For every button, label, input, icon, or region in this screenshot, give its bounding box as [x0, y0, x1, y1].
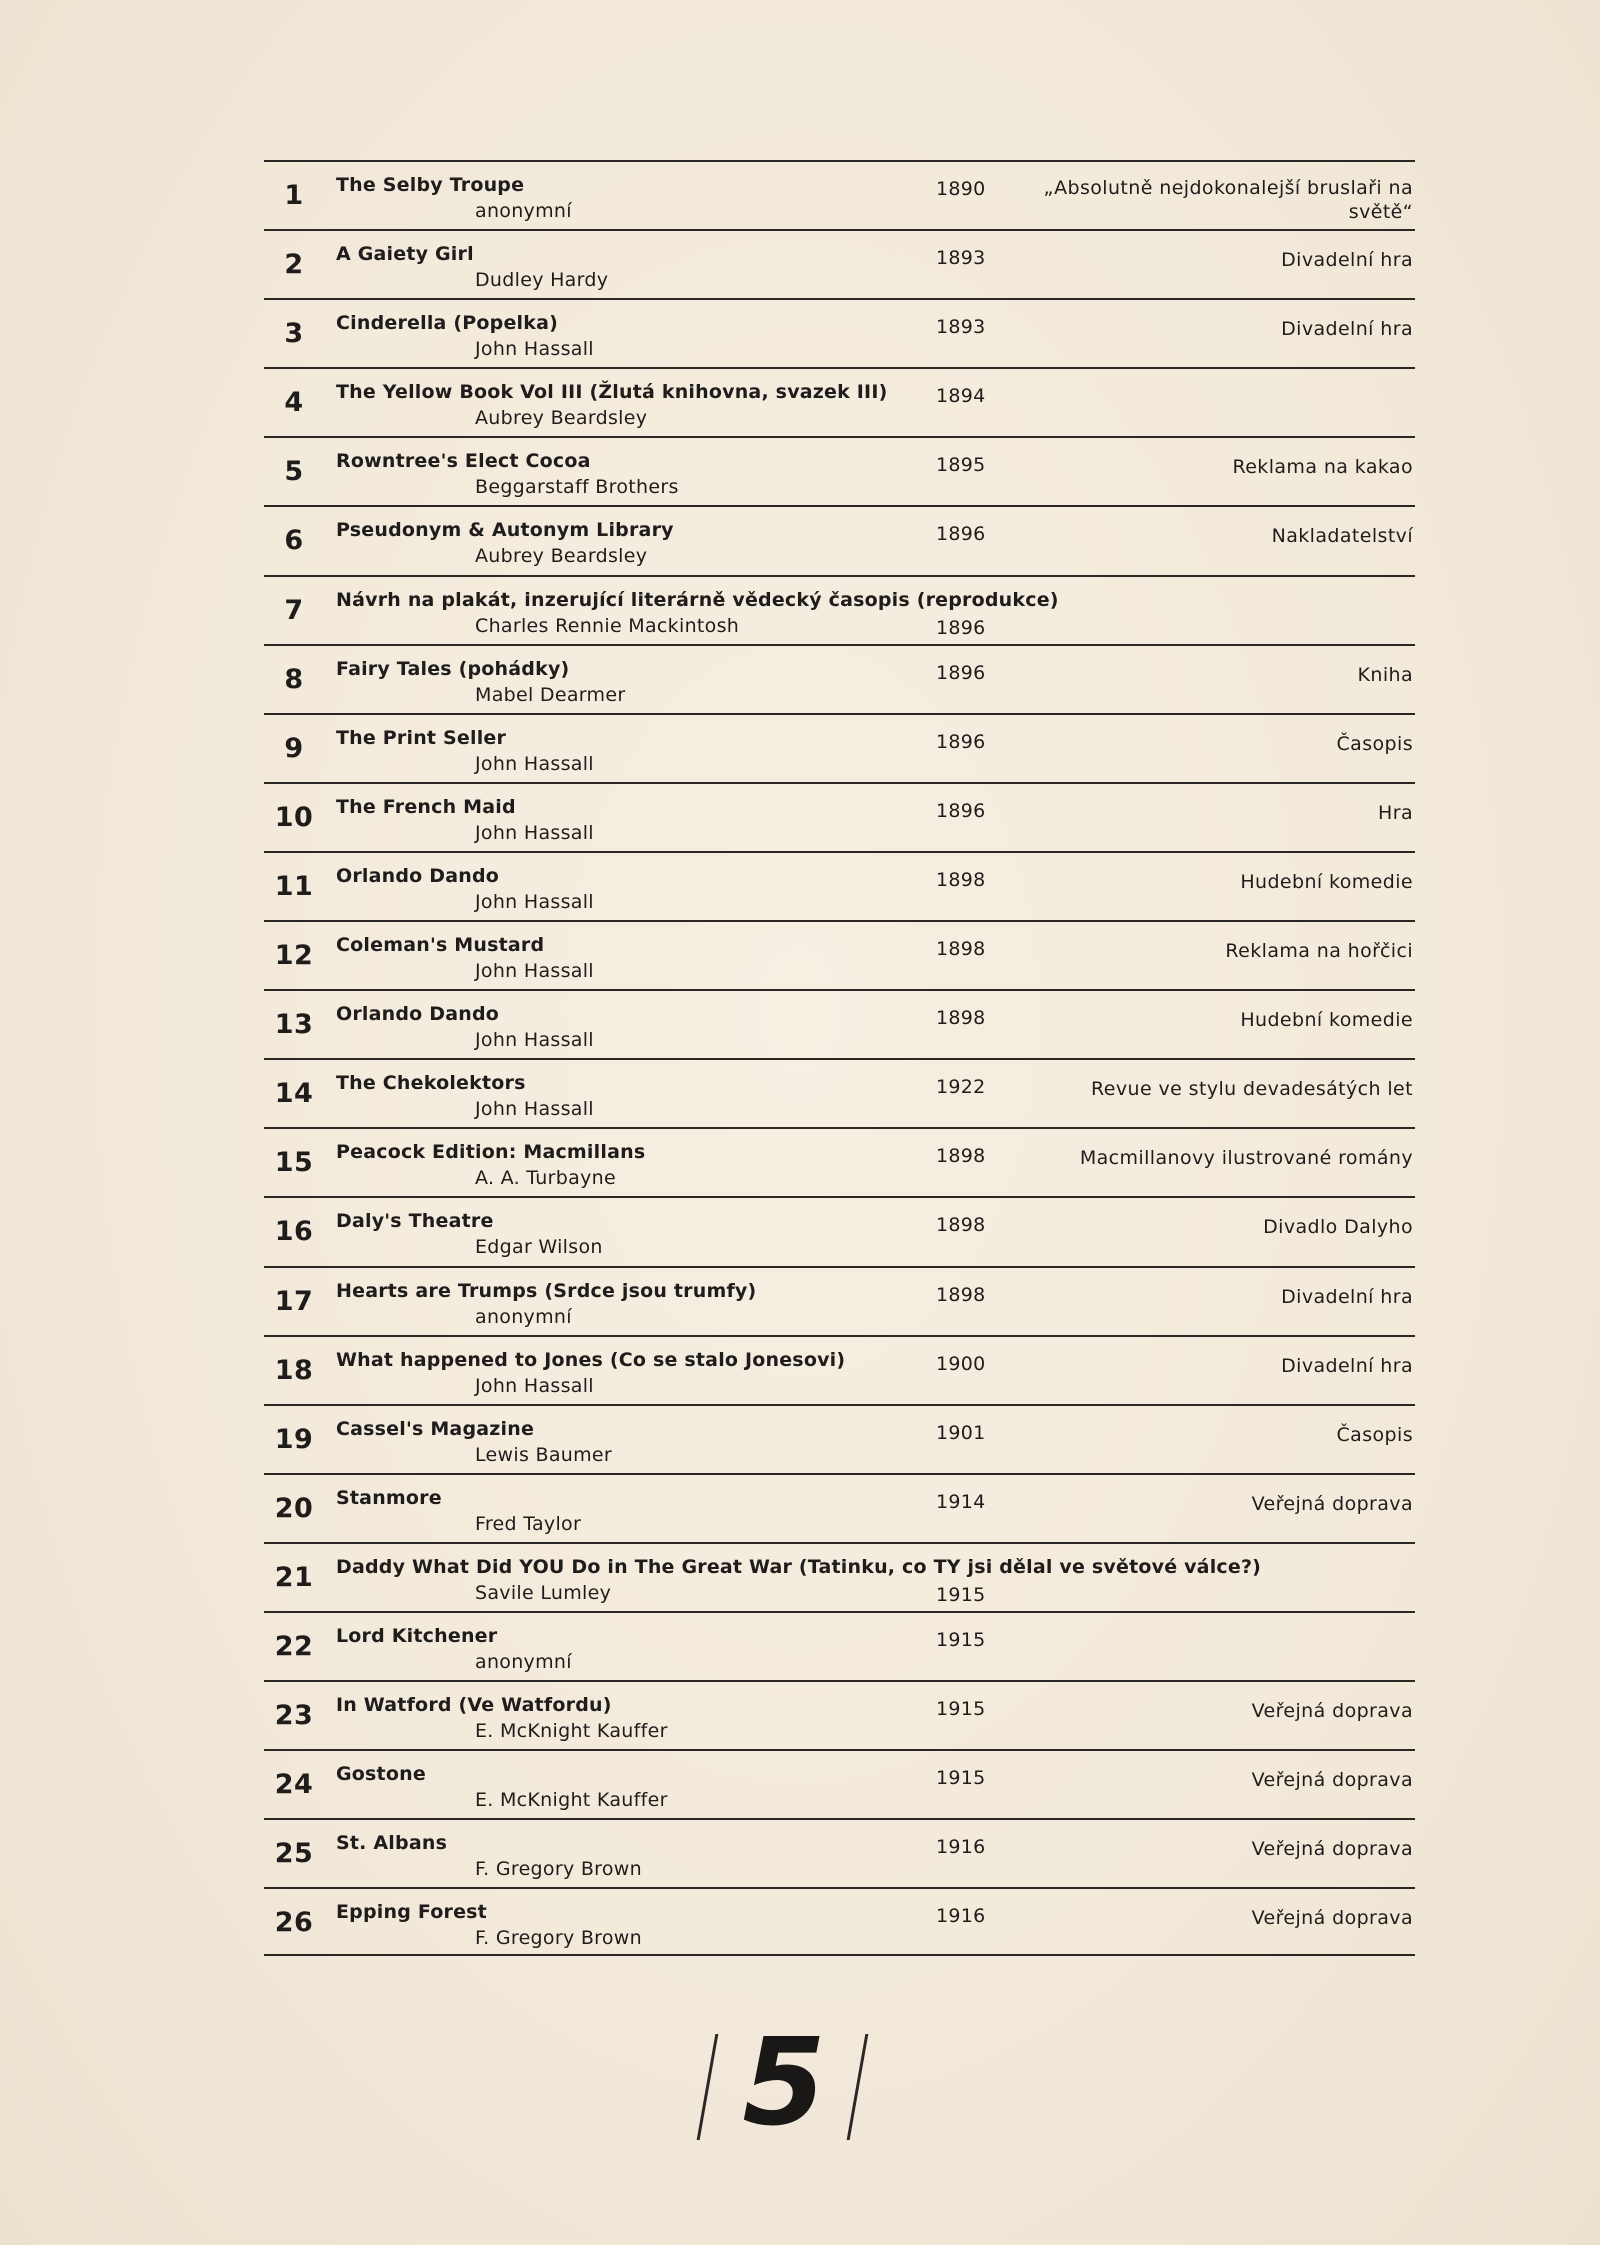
catalog-entry — [264, 1887, 1415, 1956]
entry-author: John Hassall — [475, 338, 594, 361]
catalog-entry — [264, 1749, 1415, 1818]
entry-year: 1898 — [936, 868, 986, 891]
entry-title: Peacock Edition: Macmillans — [336, 1141, 646, 1164]
entry-number: 11 — [274, 870, 314, 902]
entry-description: Macmillanovy ilustrované romány — [1079, 1147, 1413, 1170]
entry-number: 18 — [274, 1354, 314, 1386]
catalog-entry — [264, 367, 1415, 436]
catalog-entry — [264, 713, 1415, 782]
entry-year: 1890 — [936, 178, 986, 200]
entry-title: The Selby Troupe — [336, 174, 525, 196]
entry-year: 1898 — [936, 1007, 986, 1030]
entry-number: 17 — [274, 1285, 314, 1317]
entry-description: Kniha — [1357, 663, 1413, 686]
catalog-entry — [264, 1680, 1415, 1749]
left-slash-ornament — [697, 2034, 719, 2140]
entry-number: 1 — [284, 180, 304, 211]
entry-description: Reklama na hořčici — [1225, 940, 1413, 963]
entry-number: 8 — [284, 663, 304, 695]
entry-number: 12 — [274, 940, 314, 972]
entry-description: Divadelní hra — [1281, 249, 1413, 272]
entry-year: 1922 — [936, 1076, 986, 1099]
entry-description: Divadelní hra — [1281, 318, 1413, 341]
entry-author: anonymní — [475, 200, 572, 222]
entry-author: A. A. Turbayne — [475, 1167, 616, 1190]
entry-author: John Hassall — [475, 960, 594, 983]
entry-year: 1898 — [936, 1145, 986, 1168]
entry-title: The Print Seller — [336, 726, 507, 749]
entry-number: 22 — [274, 1630, 314, 1662]
entry-year: 1898 — [936, 1214, 986, 1237]
entry-author: John Hassall — [475, 821, 594, 844]
entry-number: 6 — [284, 525, 304, 557]
entry-title: The Chekolektors — [336, 1072, 526, 1095]
entry-number: 2 — [284, 249, 304, 281]
entry-title: Stanmore — [336, 1486, 442, 1509]
entry-title: Lord Kitchener — [336, 1624, 498, 1647]
entry-year: 1900 — [936, 1352, 986, 1375]
entry-description: Veřejná doprava — [1251, 1838, 1413, 1861]
entry-author: John Hassall — [475, 752, 594, 775]
entry-description: Hudební komedie — [1240, 1009, 1413, 1032]
entry-author: Mabel Dearmer — [475, 683, 626, 706]
entry-description: Divadelní hra — [1281, 1354, 1413, 1377]
entry-description: Nakladatelství — [1271, 525, 1413, 548]
catalog-entry — [264, 575, 1415, 644]
entry-year: 1898 — [936, 1283, 986, 1306]
catalog-entry — [264, 644, 1415, 713]
entry-author: anonymní — [475, 1305, 572, 1328]
entry-author: E. McKnight Kauffer — [475, 1789, 668, 1812]
entry-author: Savile Lumley — [475, 1581, 612, 1604]
entry-author: anonymní — [475, 1650, 572, 1673]
entry-title: The Yellow Book Vol III (Žlutá knihovna, svazek III) — [336, 381, 888, 404]
entry-author: Beggarstaff Brothers — [475, 476, 679, 499]
catalog-entry — [264, 505, 1415, 574]
entry-title: Cinderella (Popelka) — [336, 312, 558, 335]
catalog-entry — [264, 298, 1415, 367]
entry-title: Hearts are Trumps (Srdce jsou trumfy) — [336, 1279, 757, 1302]
catalog-entry — [264, 1058, 1415, 1127]
entry-year: 1896 — [936, 616, 986, 639]
catalog-entry — [264, 1266, 1415, 1335]
entry-title: In Watford (Ve Watfordu) — [336, 1694, 612, 1717]
entry-description: Veřejná doprava — [1251, 1907, 1413, 1930]
catalog-entry — [264, 229, 1415, 298]
entry-number: 7 — [284, 594, 304, 626]
entry-title: A Gaiety Girl — [336, 243, 474, 266]
poster-catalog-list — [264, 160, 1415, 1956]
entry-description: Revue ve stylu devadesátých let — [1091, 1078, 1413, 1101]
entry-author: Charles Rennie Mackintosh — [475, 614, 740, 637]
entry-year: 1915 — [936, 1767, 986, 1790]
catalog-entry — [264, 1542, 1415, 1611]
entry-title: Coleman's Mustard — [336, 934, 545, 957]
entry-number: 10 — [274, 801, 314, 833]
entry-author: John Hassall — [475, 1029, 594, 1052]
entry-number: 9 — [284, 732, 304, 764]
entry-year: 1915 — [936, 1583, 986, 1606]
entry-description: Reklama na kakao — [1232, 456, 1413, 479]
entry-title: Fairy Tales (pohádky) — [336, 657, 570, 680]
entry-number: 19 — [274, 1423, 314, 1455]
entry-year: 1898 — [936, 938, 986, 961]
entry-description: Divadlo Dalyho — [1263, 1216, 1413, 1239]
entry-description: Časopis — [1336, 732, 1413, 755]
entry-description: Veřejná doprava — [1251, 1769, 1413, 1792]
catalog-entry — [264, 782, 1415, 851]
entry-number: 24 — [274, 1769, 314, 1801]
entry-year: 1914 — [936, 1490, 986, 1513]
entry-author: F. Gregory Brown — [475, 1927, 642, 1950]
entry-author: F. Gregory Brown — [475, 1858, 642, 1881]
entry-title: Návrh na plakát, inzerující literárně vědecký časopis (reprodukce) — [336, 588, 1059, 611]
catalog-entry — [264, 851, 1415, 920]
entry-year: 1893 — [936, 316, 986, 339]
catalog-entry — [264, 989, 1415, 1058]
catalog-entry — [264, 436, 1415, 505]
entry-number: 3 — [284, 318, 304, 350]
entry-number: 4 — [284, 387, 304, 419]
entry-number: 20 — [274, 1492, 314, 1524]
entry-number: 25 — [274, 1838, 314, 1870]
entry-year: 1896 — [936, 523, 986, 546]
catalog-entry — [264, 1127, 1415, 1196]
entry-author: John Hassall — [475, 1374, 594, 1397]
entry-title: Orlando Dando — [336, 864, 500, 887]
entry-title: Orlando Dando — [336, 1003, 500, 1026]
entry-author: Edgar Wilson — [475, 1236, 603, 1259]
entry-description: Veřejná doprava — [1251, 1492, 1413, 1515]
entry-author: Dudley Hardy — [475, 269, 609, 292]
entry-year: 1916 — [936, 1836, 986, 1859]
entry-year: 1916 — [936, 1905, 986, 1928]
entry-number: 15 — [274, 1147, 314, 1179]
entry-year: 1894 — [936, 385, 986, 408]
catalog-entry — [264, 1818, 1415, 1887]
entry-title: Epping Forest — [336, 1901, 487, 1924]
entry-description: Divadelní hra — [1281, 1285, 1413, 1308]
catalog-entry — [264, 1335, 1415, 1404]
entry-number: 14 — [274, 1078, 314, 1110]
page-number — [700, 2014, 870, 2153]
catalog-entry — [264, 920, 1415, 989]
catalog-entry — [264, 1611, 1415, 1680]
catalog-entry — [264, 1473, 1415, 1542]
entry-number: 13 — [274, 1009, 314, 1041]
catalog-entry — [264, 1404, 1415, 1473]
entry-number: 16 — [274, 1216, 314, 1248]
entry-year: 1896 — [936, 730, 986, 753]
entry-author: Lewis Baumer — [475, 1443, 613, 1466]
entry-author: John Hassall — [475, 1098, 594, 1121]
entry-number: 21 — [274, 1561, 314, 1593]
entry-description: „Absolutně nejdokonalejší bruslaři na světě“ — [1043, 177, 1413, 223]
entry-title: What happened to Jones (Co se stalo Jonesovi) — [336, 1348, 846, 1371]
entry-year: 1915 — [936, 1698, 986, 1721]
entry-year: 1896 — [936, 661, 986, 684]
entry-year: 1895 — [936, 454, 986, 477]
catalog-entry — [264, 1196, 1415, 1265]
entry-title: Gostone — [336, 1763, 426, 1786]
entry-number: 26 — [274, 1907, 314, 1939]
page-number-digit: 5 — [742, 2014, 826, 2153]
entry-title: St. Albans — [336, 1832, 448, 1855]
entry-description: Hudební komedie — [1240, 870, 1413, 893]
entry-title: Pseudonym & Autonym Library — [336, 519, 674, 542]
entry-title: Daddy What Did YOU Do in The Great War (Tatinku, co TY jsi dělal ve světové válce?) — [336, 1555, 1262, 1578]
entry-title: Daly's Theatre — [336, 1210, 494, 1233]
entry-description: Veřejná doprava — [1251, 1700, 1413, 1723]
entry-year: 1915 — [936, 1628, 986, 1651]
entry-description: Hra — [1378, 801, 1413, 824]
entry-author: John Hassall — [475, 890, 594, 913]
entry-author: Aubrey Beardsley — [475, 407, 648, 430]
entry-title: The French Maid — [336, 795, 516, 818]
entry-year: 1893 — [936, 247, 986, 270]
entry-number: 23 — [274, 1700, 314, 1732]
catalog-entry — [264, 160, 1415, 229]
entry-title: Rowntree's Elect Cocoa — [336, 450, 591, 473]
entry-number: 5 — [284, 456, 304, 488]
entry-author: Aubrey Beardsley — [475, 545, 648, 568]
entry-description: Časopis — [1336, 1423, 1413, 1446]
entry-author: E. McKnight Kauffer — [475, 1720, 668, 1743]
entry-year: 1896 — [936, 799, 986, 822]
entry-author: Fred Taylor — [475, 1512, 582, 1535]
entry-title: Cassel's Magazine — [336, 1417, 535, 1440]
entry-year: 1901 — [936, 1421, 986, 1444]
